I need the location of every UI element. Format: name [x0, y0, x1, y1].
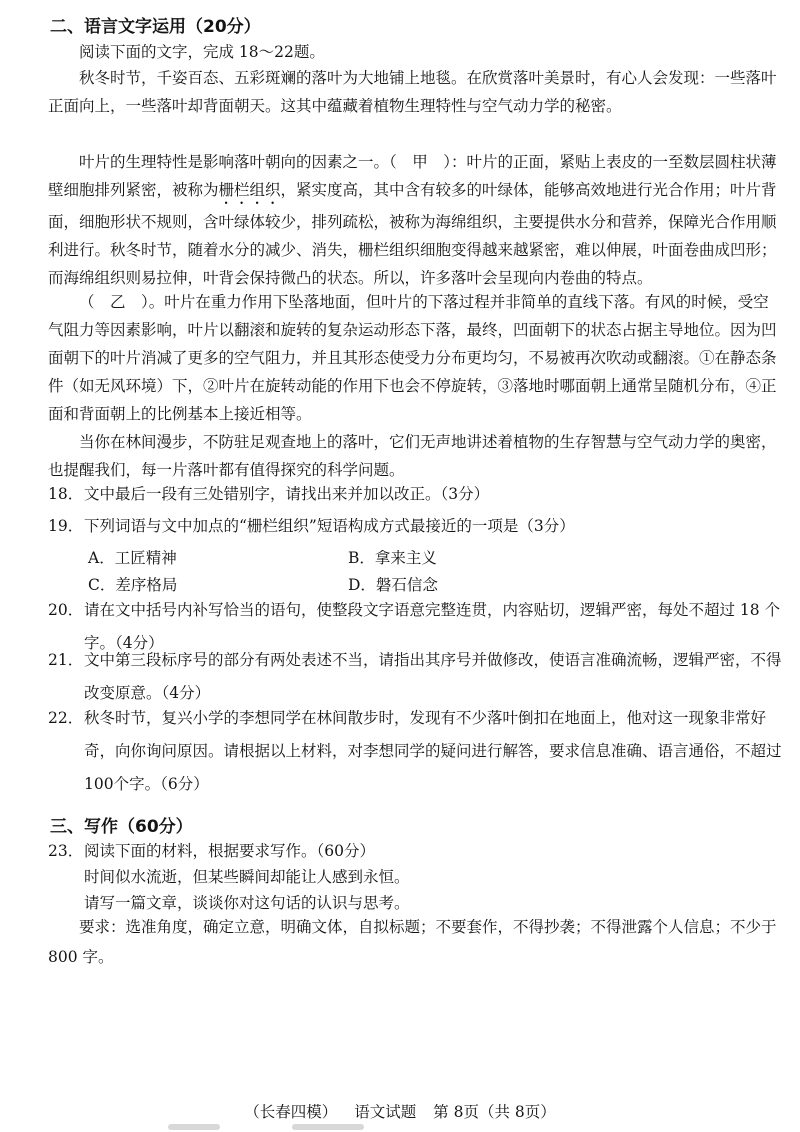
question-19-option-b: B．拿来主义 [348, 549, 437, 567]
dotted-term-shanlan-zuzhi: 栅栏组织 [218, 181, 281, 199]
section-2-title: 二、语言文字运用（20分） [50, 17, 261, 37]
paragraph-2-part-a: 叶片的生理特性是影响落叶朝向的因素之一。（ 甲 ）：叶片的正面，紧贴上表皮的一至数层圆柱状薄壁细胞排列紧密，被称为 [48, 153, 777, 199]
reading-instruction: 阅读下面的文字，完成 18～22题。 [79, 43, 325, 61]
question-22 [48, 702, 784, 801]
question-20-text: 请在文中括号内补写恰当的语句，使整段文字语意完整连贯，内容贴切，逻辑严密，每处不超过 18 个字。（4分） [84, 601, 781, 652]
question-19-option-c: C．差序格局 [88, 576, 178, 594]
writing-task: 请写一篇文章，谈谈你对这句话的认识与思考。 [84, 894, 410, 912]
passage-paragraph-1: 秋冬时节，千姿百态、五彩斑斓的落叶为大地铺上地毯。在欣赏落叶美景时，有心人会发现：一些落叶正面向上，一些落叶却背面朝天。这其中蕴藏着植物生理特性与空气动力学的秘密。 [48, 69, 777, 115]
scan-artifact [168, 1124, 220, 1130]
question-19-text: 下列词语与文中加点的“栅栏组织”短语构成方式最接近的一项是（3分） [84, 517, 575, 535]
passage-paragraph-2 [48, 148, 780, 292]
question-23-instruction: 阅读下面的材料，根据要求写作。（60分） [84, 842, 375, 860]
question-23-number: 23． [48, 842, 84, 860]
page-footer [0, 1100, 800, 1122]
paragraph-2-part-b: ，紧实度高，其中含有较多的叶绿体，能够高效地进行光合作用；叶片背面，细胞形状不规则，含叶绿体较少，排列疏松，被称为海绵组织，主要提供水分和营养，保障光合作用顺利进行。秋冬时节，随着水分的减少、消失，栅栏组织细胞变得越来越紧密，难以伸展，叶面卷曲成凹形；而海绵组织则易拉伸，叶背会保持微凸的状态。所以，许多落叶会呈现向内卷曲的特点。 [48, 181, 777, 287]
passage-paragraph-4: 当你在林间漫步，不防驻足观查地上的落叶，它们无声地讲述着植物的生存智慧与空气动力学的奥密，也提醒我们，每一片落叶都有值得探究的科学问题。 [48, 433, 777, 479]
question-21-text: 文中第三段标序号的部分有两处表述不当，请指出其序号并做修改，使语言准确流畅，逻辑严密，不得改变原意。（4分） [84, 651, 782, 702]
question-18-number: 18． [48, 485, 84, 503]
question-19-option-d: D．磐石信念 [348, 576, 438, 594]
question-20-number: 20． [48, 601, 84, 619]
question-22-number: 22． [48, 709, 84, 727]
footer-subject: 语文试题 [354, 1103, 417, 1121]
question-19-number: 19． [48, 517, 84, 535]
question-18 [48, 478, 784, 511]
question-18-text: 文中最后一段有三处错别字，请找出来并加以改正。（3分） [84, 485, 490, 503]
writing-requirements: 要求：选准角度，确定立意，明确文体，自拟标题；不要套作，不得抄袭；不得泄露个人信息；不少于 800 字。 [48, 918, 777, 966]
scan-artifact [292, 1124, 364, 1130]
question-21 [48, 644, 784, 710]
question-21-number: 21． [48, 651, 84, 669]
question-22-text: 秋冬时节，复兴小学的李想同学在林间散步时，发现有不少落叶倒扣在地面上，他对这一现象非常好奇，向你询问原因。请根据以上材料，对李想同学的疑问进行解答，要求信息准确、语言通俗，不超过100个字。（6分） [84, 709, 782, 793]
question-19-option-a: A．工匠精神 [88, 549, 177, 567]
question-19 [48, 510, 784, 543]
footer-page-number: 第 8页（共 8页） [433, 1103, 556, 1121]
section-3-title: 三、写作（60分） [50, 817, 193, 837]
writing-material: 时间似水流逝，但某些瞬间却能让人感到永恒。 [84, 868, 410, 886]
footer-exam-name: （长春四模） [244, 1103, 338, 1121]
passage-paragraph-3: （ 乙 ）。叶片在重力作用下坠落地面，但叶片的下落过程并非简单的直线下落。有风的时候，受空气阻力等因素影响，叶片以翻滚和旋转的复杂运动形态下落，最终，凹面朝下的状态占据主导地位。因为凹面朝下的叶片消减了更多的空气阻力，并且其形态使受力分布更均匀，不易被再次吹动或翻滚。①在静态条件（如无风环境）下，②叶片在旋转动能的作用下也会不停旋转，③落地时哪面朝上通常呈随机分布，④正面和背面朝上的比例基本上接近相等。 [48, 293, 777, 423]
